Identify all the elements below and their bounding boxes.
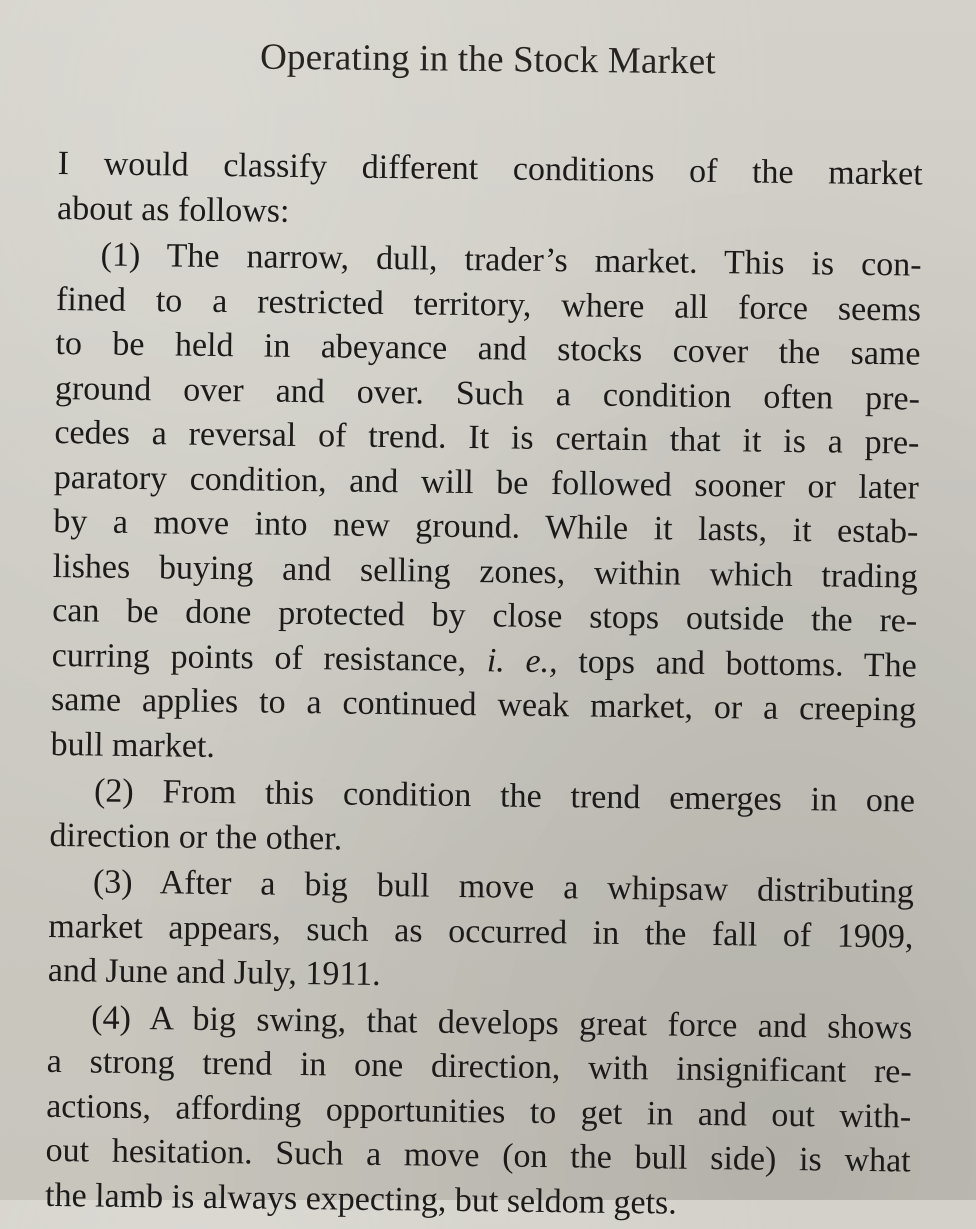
text-line: to be held in abeyance and stocks cover the same	[55, 324, 921, 373]
text-line: a strong trend in one direction, with insignificant re-	[46, 1042, 912, 1091]
paragraph-condition-4	[45, 995, 913, 1228]
text-line: about as follows:	[56, 189, 290, 230]
text-line: can be done protected by close stops outside the re-	[52, 591, 918, 640]
text-line: (4) A big swing, that develops great force and shows	[91, 998, 913, 1047]
text-line: (3) After a big bull move a whipsaw distributing	[92, 863, 915, 911]
italic-abbreviation: i. e.,	[486, 641, 558, 680]
paragraph-intro	[57, 142, 923, 242]
paragraph-condition-3	[48, 860, 915, 1004]
text-fragment: curring points of resistance,	[51, 636, 488, 679]
text-line: paratory condition, and will be followed sooner or later	[53, 458, 920, 507]
text-line: market appears, such as occurred in the fall of 1909,	[48, 907, 914, 956]
text-line: cedes a reversal of trend. It is certain that it is a pre-	[54, 413, 920, 462]
text-line: (1) The narrow, dull, trader’s market. This is con-	[100, 236, 922, 284]
text-line: (2) From this condition the trend emerges in one	[93, 772, 916, 820]
text-line: fined to a restricted territory, where all force seems	[55, 280, 922, 329]
text-line: direction or the other.	[49, 816, 343, 858]
text-line: I would classify different conditions of the market	[57, 144, 923, 193]
text-line: bull market.	[50, 725, 216, 765]
text-line: the lamb is always expecting, but seldom gets.	[44, 1176, 678, 1222]
text-line: actions, affording opportunities to get in and out with-	[45, 1087, 912, 1135]
text-line: by a move into new ground. While it lasts, it estab-	[53, 502, 919, 551]
text-fragment: tops and bottoms. The	[557, 642, 917, 685]
paragraph-condition-2	[49, 769, 915, 869]
text-line: lishes buying and selling zones, within which trading	[52, 547, 918, 596]
paragraph-condition-1	[50, 233, 921, 778]
text-line: and June and July, 1911.	[47, 951, 381, 994]
text-line: same applies to a continued weak market, or a creeping	[50, 680, 917, 729]
running-head: Operating in the Stock Market	[259, 36, 717, 83]
text-line: out hesitation. Such a move (on the bull side) is what	[45, 1131, 911, 1180]
text-line: ground over and over. Such a condition often pre-	[54, 369, 921, 418]
body-text	[45, 142, 923, 1228]
